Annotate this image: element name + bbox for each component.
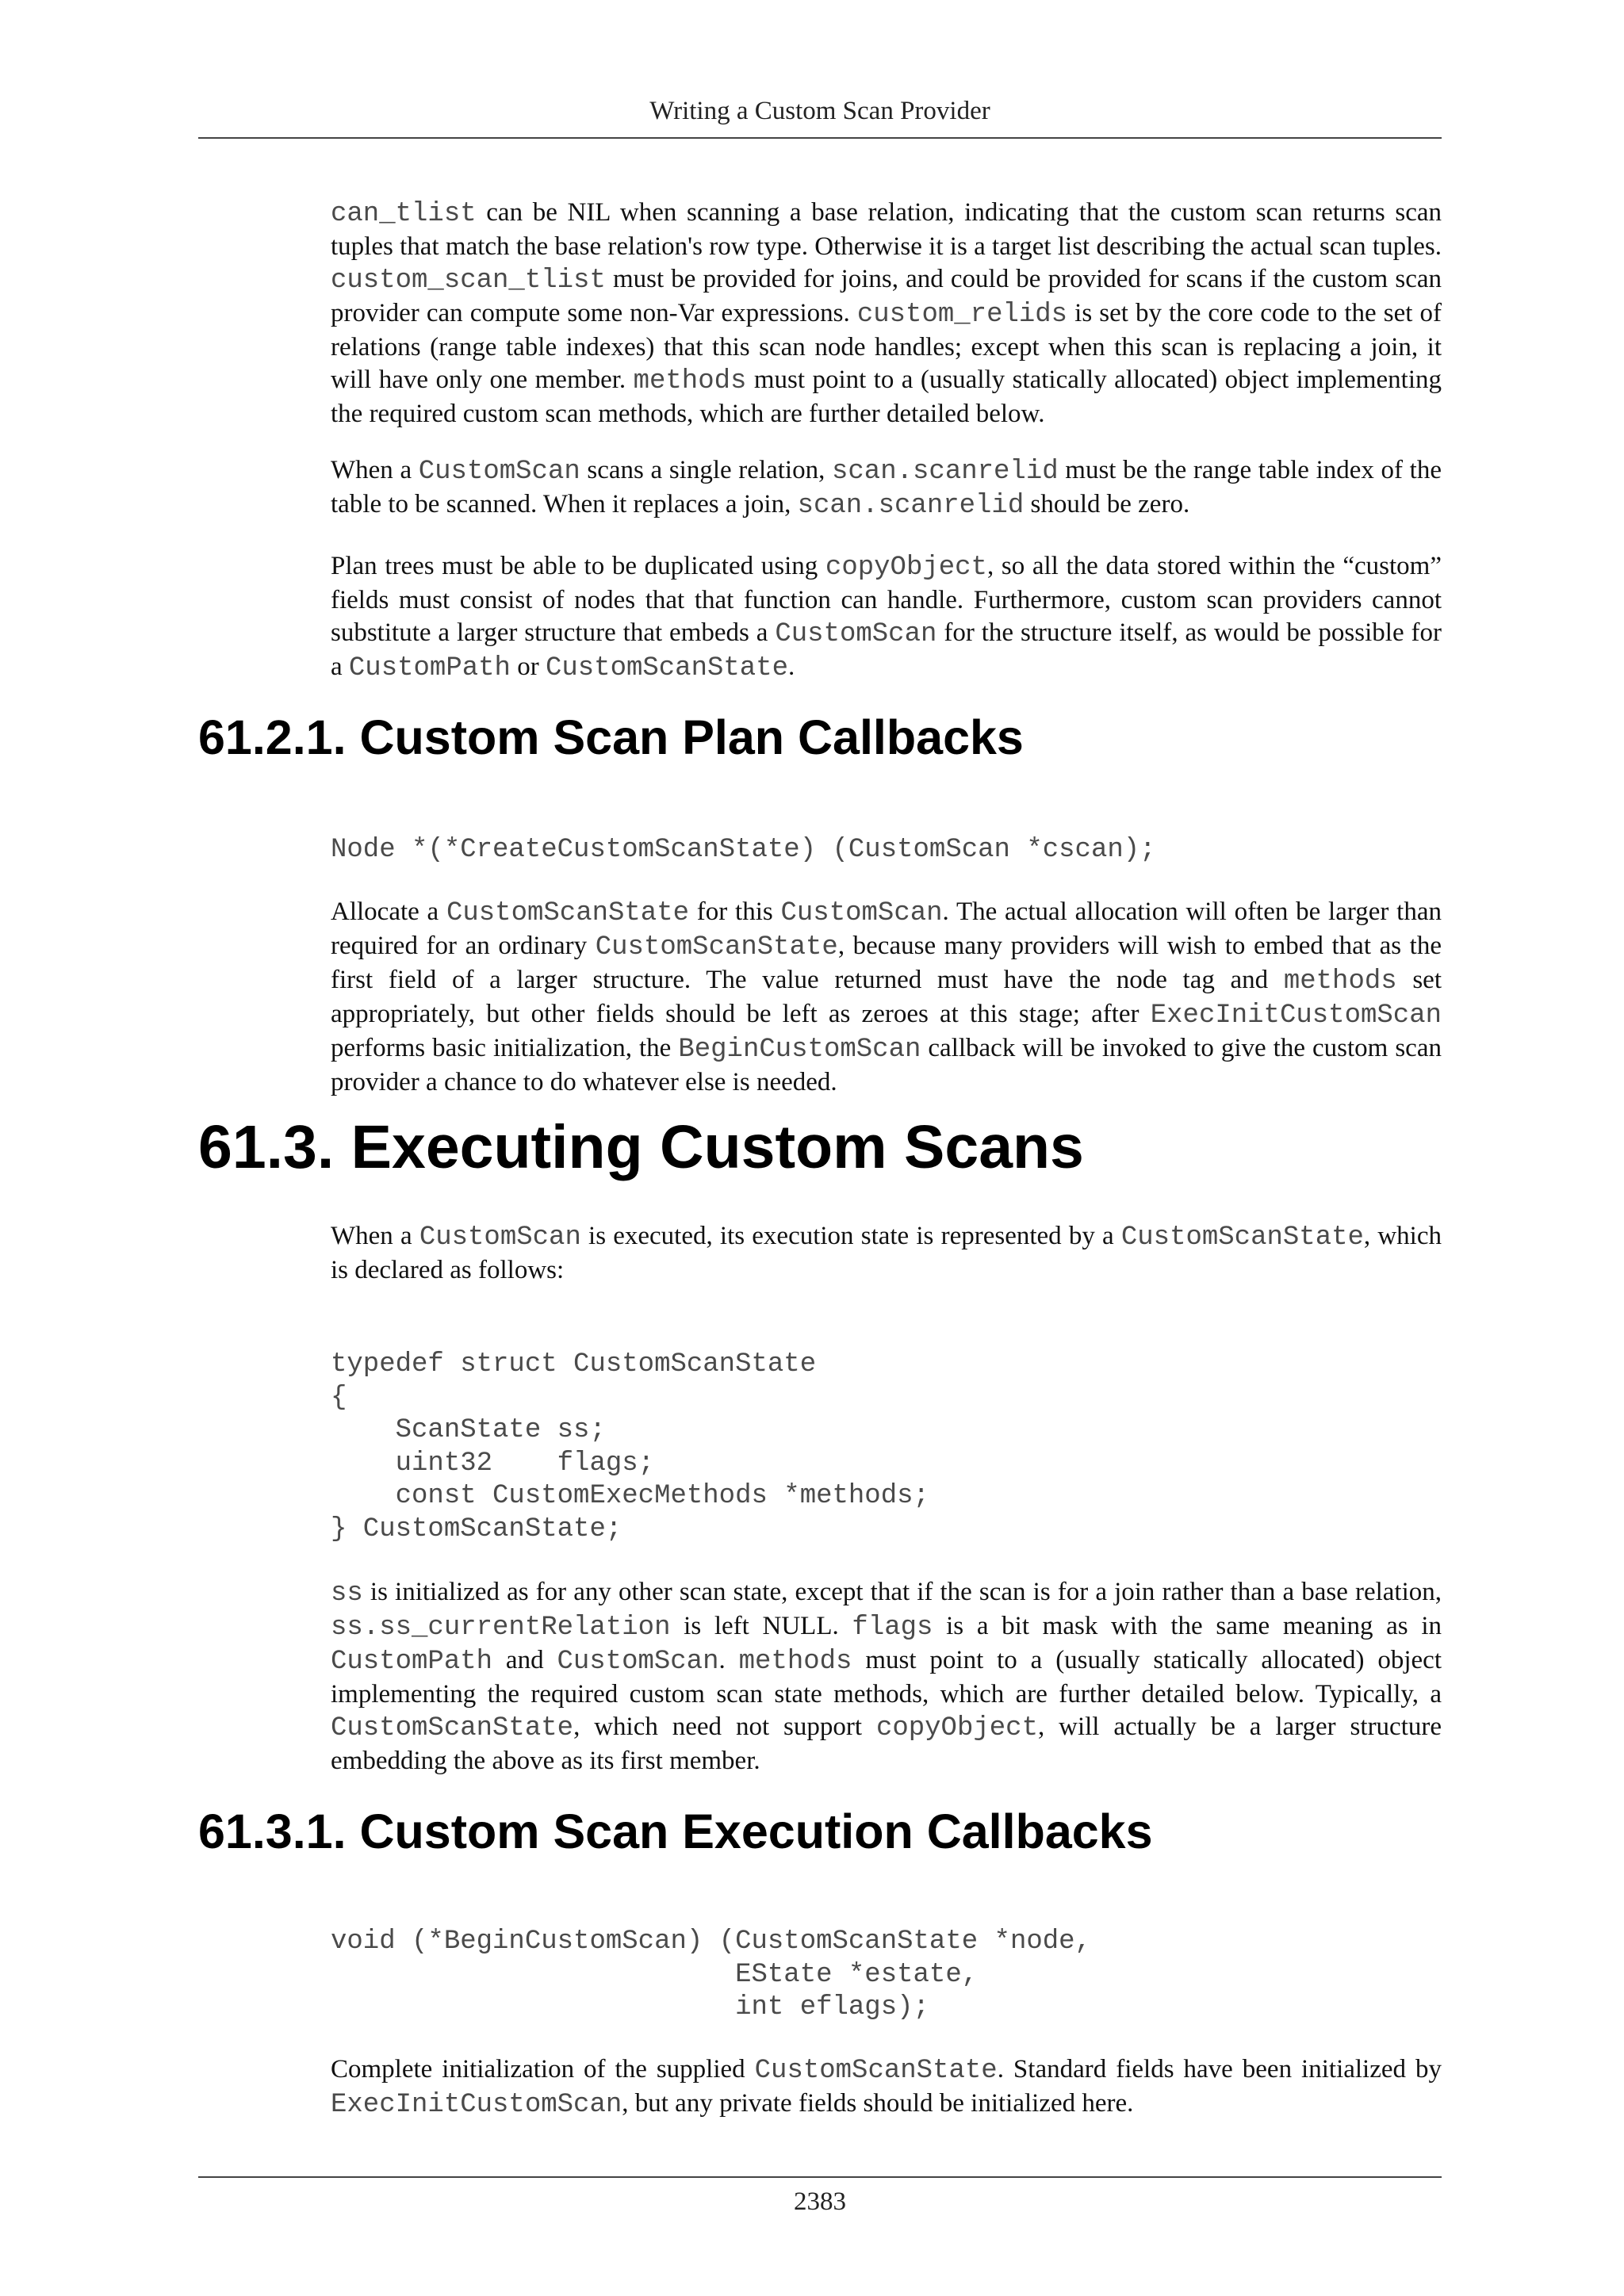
inline-code: CustomPath xyxy=(331,1647,493,1677)
paragraph-text: can be NIL when scanning a base relation, indicating that the custom scan returns scan tuples that match the base relation's row type. Otherwise it is a target list describing the actual scan tuples. xyxy=(331,198,1442,261)
paragraph-ss-initialized xyxy=(331,1576,1442,1777)
paragraph-text: for the structure itself, as would be possible for a xyxy=(331,618,1442,681)
inline-code: CustomScanState xyxy=(754,2056,998,2086)
paragraph-text: must point to a (usually statically allocated) object implementing the required custom scan state methods, which are further detailed below. Typically, a xyxy=(331,1646,1442,1709)
inline-code: CustomScan xyxy=(418,457,580,487)
header-divider xyxy=(198,137,1442,139)
inline-code: CustomScan xyxy=(419,1223,581,1253)
paragraph-text: , will actually be a larger structure embedding the above as its first member. xyxy=(331,1712,1442,1775)
paragraph-text: , because many providers will wish to embed that as the first field of a larger structure. The value returned must have the node tag and xyxy=(331,932,1442,994)
inline-code: ss xyxy=(331,1578,363,1609)
paragraph-executed xyxy=(331,1220,1442,1287)
inline-code: CustomScanState xyxy=(446,898,690,928)
code-custom-scan-state-struct: typedef struct CustomScanState { ScanState ss; uint32 flags; const CustomExecMethods *methods; } CustomScanState; xyxy=(331,1349,929,1544)
inline-code: CustomScanState xyxy=(595,932,838,962)
paragraph-scanrelid xyxy=(331,454,1442,522)
paragraph-text: is executed, its execution state is represented by a xyxy=(580,1222,1121,1250)
inline-code: copyObject xyxy=(875,1713,1038,1743)
paragraph-text: should be zero. xyxy=(1024,490,1190,519)
running-header-title: Writing a Custom Scan Provider xyxy=(649,97,990,125)
paragraph-text: Complete initialization of the supplied xyxy=(331,2055,755,2084)
paragraph-text: When a xyxy=(331,456,419,484)
paragraph-copyobject xyxy=(331,550,1442,685)
inline-code: CustomScanState xyxy=(331,1713,574,1743)
inline-code: ss.ss_currentRelation xyxy=(331,1613,671,1643)
inline-code: ExecInitCustomScan xyxy=(331,2090,622,2120)
inline-code: can_tlist xyxy=(331,199,477,229)
paragraph-text: , which need not support xyxy=(573,1712,876,1741)
inline-code: custom_relids xyxy=(856,300,1068,330)
paragraph-text: for this xyxy=(689,897,781,926)
code-create-custom-scan-state: Node *(*CreateCustomScanState) (CustomScan *cscan); xyxy=(331,835,1156,865)
paragraph-complete-init xyxy=(331,2053,1442,2122)
code-begin-custom-scan: void (*BeginCustomScan) (CustomScanState *node, EState *estate, int eflags); xyxy=(331,1927,1091,2022)
paragraph-text: is a bit mask with the same meaning as in xyxy=(933,1612,1442,1640)
paragraph-scan-tlist xyxy=(331,197,1442,430)
inline-code: CustomScanState xyxy=(1120,1223,1364,1253)
paragraph-allocate xyxy=(331,896,1442,1099)
inline-code: CustomScan xyxy=(780,898,943,928)
section-heading-plan-callbacks: 61.2.1. Custom Scan Plan Callbacks xyxy=(198,710,1024,764)
paragraph-text: is left NULL. xyxy=(670,1612,852,1640)
page-number: 2383 xyxy=(794,2187,846,2216)
paragraph-text: When a xyxy=(331,1222,419,1250)
inline-code: ExecInitCustomScan xyxy=(1150,1001,1442,1031)
paragraph-text: and xyxy=(492,1646,557,1674)
paragraph-text: is initialized as for any other scan state, except that if the scan is for a join rather than a base relation, xyxy=(362,1578,1442,1606)
inline-code: BeginCustomScan xyxy=(678,1035,921,1065)
paragraph-text: callback will be invoked to give the custom scan provider a chance to do whatever else is needed. xyxy=(331,1034,1442,1096)
paragraph-text: scans a single relation, xyxy=(580,456,832,484)
inline-code: scan.scanrelid xyxy=(797,491,1025,521)
inline-code: CustomScanState xyxy=(545,653,789,683)
paragraph-text: or xyxy=(510,652,546,681)
paragraph-text: Plan trees must be able to be duplicated using xyxy=(331,552,825,580)
paragraph-text: , which is declared as follows: xyxy=(331,1222,1442,1284)
inline-code: copyObject xyxy=(825,553,987,583)
section-heading-executing: 61.3. Executing Custom Scans xyxy=(198,1113,1084,1181)
paragraph-text: , but any private fields should be initialized here. xyxy=(622,2089,1134,2118)
section-heading-execution-callbacks: 61.3.1. Custom Scan Execution Callbacks xyxy=(198,1804,1153,1858)
paragraph-text: . xyxy=(788,652,795,681)
paragraph-text: . The actual allocation will often be larger than required for an ordinary xyxy=(331,897,1442,960)
paragraph-text: must be the range table index of the table to be scanned. When it replaces a join, xyxy=(331,456,1442,519)
paragraph-text: set appropriately, but other fields should be left as zeroes at this stage; after xyxy=(331,966,1442,1028)
inline-code: flags xyxy=(852,1613,933,1643)
inline-code: CustomScan xyxy=(557,1647,719,1677)
paragraph-text: . xyxy=(718,1646,739,1674)
inline-code: CustomPath xyxy=(348,653,511,683)
paragraph-text: . Standard fields have been initialized by xyxy=(997,2055,1442,2084)
inline-code: methods xyxy=(1283,966,1397,997)
paragraph-text: performs basic initialization, the xyxy=(331,1034,679,1062)
inline-code: CustomScan xyxy=(775,619,937,649)
inline-code: methods xyxy=(738,1647,852,1677)
paragraph-text: must point to a (usually statically allocated) object implementing the required custom scan methods, which are further detailed below. xyxy=(331,365,1442,428)
paragraph-text: is set by the core code to the set of relations (range table indexes) that this scan node handles; except when this scan is replacing a join, it will have only one member. xyxy=(331,299,1442,394)
inline-code: scan.scanrelid xyxy=(832,457,1059,487)
footer-divider xyxy=(198,2176,1442,2178)
paragraph-text: , so all the data stored within the “custom” fields must consist of nodes that that function can handle. Furthermore, custom scan providers cannot substitute a larger structure that embeds a xyxy=(331,552,1442,647)
paragraph-text: must be provided for joins, and could be provided for scans if the custom scan provider can compute some non-Var expressions. xyxy=(331,265,1442,327)
inline-code: methods xyxy=(633,366,747,396)
paragraph-text: Allocate a xyxy=(331,897,446,926)
inline-code: custom_scan_tlist xyxy=(331,266,606,296)
